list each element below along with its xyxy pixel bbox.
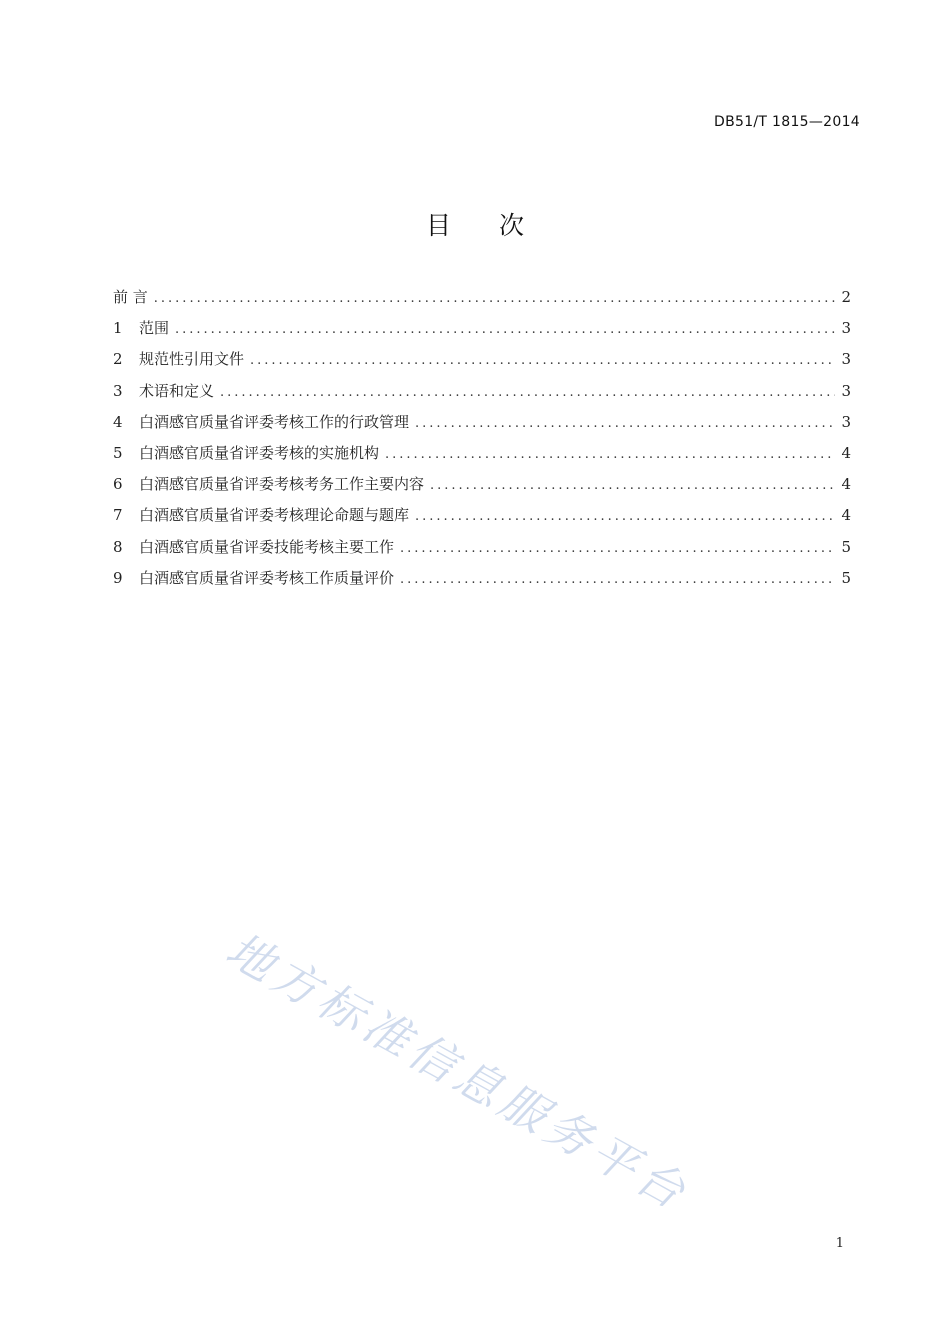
- toc-item-8[interactable]: [113, 536, 851, 567]
- toc-item-number: 4: [113, 412, 123, 431]
- toc-item-3[interactable]: [113, 380, 851, 411]
- toc-item-1[interactable]: [113, 317, 851, 348]
- toc-dot-leader: [400, 538, 835, 560]
- toc-dot-leader: [385, 444, 835, 466]
- toc-item-7[interactable]: [113, 504, 851, 535]
- toc-title-part2: 次: [499, 211, 525, 240]
- toc-dot-leader: [400, 569, 835, 591]
- toc-item-number: 1: [113, 319, 123, 338]
- toc-dot-leader: [250, 350, 835, 372]
- toc-item-page: 5: [841, 537, 851, 556]
- toc-item-4[interactable]: [113, 411, 851, 442]
- toc-item-page: 3: [841, 319, 851, 338]
- toc-item-foreword[interactable]: [113, 286, 851, 317]
- page-number: 1: [835, 1236, 844, 1251]
- toc-dot-leader: [415, 413, 835, 435]
- toc-item-page: 4: [841, 443, 851, 462]
- toc-item-label: 白酒感官质量省评委技能考核主要工作: [139, 537, 395, 556]
- toc-dot-leader: [175, 319, 835, 341]
- toc-item-number: 2: [113, 350, 123, 369]
- toc-dot-leader: [415, 506, 835, 528]
- toc-item-page: 3: [841, 381, 851, 400]
- document-code: DB51/T 1815—2014: [714, 114, 860, 130]
- toc-list: [113, 286, 851, 598]
- toc-item-5[interactable]: [113, 442, 851, 473]
- toc-item-page: 3: [841, 412, 851, 431]
- toc-item-9[interactable]: [113, 567, 851, 598]
- toc-dot-leader: [430, 475, 835, 497]
- toc-item-page: 4: [841, 475, 851, 494]
- toc-item-label: 规范性引用文件: [139, 350, 245, 369]
- toc-item-label: 白酒感官质量省评委考核理论命题与题库: [139, 506, 410, 525]
- toc-item-page: 2: [841, 288, 851, 306]
- toc-item-label: 白酒感官质量省评委考核的实施机构: [139, 443, 380, 462]
- toc-item-number: 3: [113, 381, 123, 400]
- toc-title: [0, 206, 950, 242]
- toc-item-label: 白酒感官质量省评委考核工作质量评价: [139, 568, 395, 587]
- toc-item-number: 9: [113, 568, 123, 587]
- watermark: 地方标准信息服务平台: [217, 922, 699, 1222]
- toc-item-page: 4: [841, 506, 851, 525]
- toc-item-label: 白酒感官质量省评委考核考务工作主要内容: [139, 475, 425, 494]
- toc-dot-leader: [220, 382, 835, 404]
- toc-item-label: 前 言: [113, 288, 148, 306]
- toc-item-6[interactable]: [113, 473, 851, 504]
- toc-item-page: 5: [841, 568, 851, 587]
- toc-title-part1: 目: [425, 211, 451, 240]
- toc-item-number: 5: [113, 443, 123, 462]
- toc-item-label: 范围: [139, 319, 170, 338]
- toc-item-label: 白酒感官质量省评委考核工作的行政管理: [139, 412, 410, 431]
- toc-item-page: 3: [841, 350, 851, 369]
- toc-item-number: 7: [113, 506, 123, 525]
- toc-item-number: 8: [113, 537, 123, 556]
- toc-item-label: 术语和定义: [139, 381, 215, 400]
- toc-item-number: 6: [113, 475, 123, 494]
- toc-dot-leader: [154, 288, 835, 310]
- toc-item-2[interactable]: [113, 348, 851, 379]
